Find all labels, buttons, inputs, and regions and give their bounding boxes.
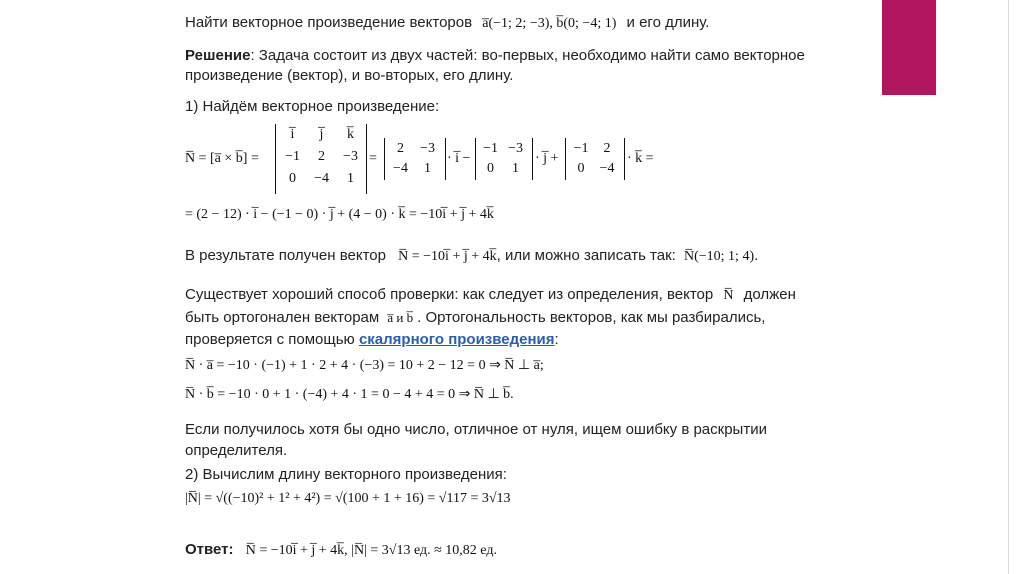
check-text-3b: : (554, 331, 559, 348)
matrix-cell: −4 (599, 161, 615, 176)
result-formula-2: N̅(−10; 1; 4) (684, 249, 755, 264)
matrix-cell: −3 (508, 141, 523, 156)
solution-line-1 (185, 46, 805, 66)
scalar-product-link[interactable]: скалярного произведения (358, 331, 555, 348)
check-text-1b: должен (743, 286, 796, 303)
matrix-cell: −1 (285, 149, 300, 164)
check-text-3a: проверяется с помощью (185, 331, 355, 348)
matrix-cell: −3 (343, 149, 358, 164)
warning-line-1: Если получилось хотя бы одно число, отличное от нуля, ищем ошибку в раскрытии (185, 421, 767, 438)
solution-line-2: произведение (вектор), и во-вторых, его длину. (185, 67, 514, 84)
check-vectors-ab: a̅ и b̅ (387, 310, 414, 325)
check-eq-2: N̅ · b̅ = −10 · 0 + 1 · (−4) + 4 · 1 = 0 − 4 + 4 = 0 ⇒ N̅ ⊥ b̅. (185, 387, 514, 402)
matrix-cell: 0 (487, 161, 494, 176)
matrix-cell: 0 (577, 161, 585, 176)
formula-term1: · i̅ − (447, 151, 471, 166)
check-text-1a: Существует хороший способ проверки: как следует из определения, вектор (185, 286, 714, 303)
check-text-2a: быть ортогонален векторам (185, 309, 380, 326)
warning-line-2: определителя. (185, 442, 288, 459)
matrix-cell: 1 (424, 161, 431, 176)
matrix-cell: j̅ (319, 127, 324, 142)
answer-colon: : (228, 541, 234, 558)
formula-term2: · j̅ + (535, 151, 559, 166)
step2-heading: 2) Вычислим длину векторного произведения: (185, 466, 507, 483)
result-text: В результате получен вектор (185, 247, 386, 264)
result-middle: , или можно записать так: (496, 247, 676, 264)
matrix-cell: −3 (420, 141, 435, 156)
matrix-cell: −1 (483, 141, 498, 156)
matrix-cell: k̅ (347, 127, 354, 142)
result-formula-1: N̅ = −10i̅ + j̅ + 4k̅ (398, 249, 497, 264)
check-line-3 (185, 330, 559, 350)
formula-term3: · k̅ = (627, 151, 654, 166)
check-text-2b: . Ортогональность векторов, как мы разбирались, (417, 309, 766, 326)
solution-label: Решение (185, 47, 251, 64)
slide-border (1008, 0, 1009, 574)
task-text: Найти векторное произведение векторов (185, 14, 473, 31)
answer-formula: N̅ = −10i̅ + j̅ + 4k̅, |N̅| = 3√13 ед. ≈ 10,82 ед. (245, 543, 497, 558)
accent-block (882, 0, 936, 95)
formula-lhs: N̅ = [a̅ × b̅] = (185, 151, 259, 166)
check-eq-1: N̅ · a̅ = −10 · (−1) + 1 · 2 + 4 · (−3) = 10 + 2 − 12 = 0 ⇒ N̅ ⊥ a̅; (185, 358, 544, 373)
matrix-cell: −4 (393, 161, 408, 176)
matrix-cell: 2 (397, 141, 404, 156)
step2-formula: |N̅| = √((−10)² + 1² + 4²) = √(100 + 1 + 16) = √117 = 3√13 (185, 491, 511, 506)
task-vectors: a̅(−1; 2; −3), b̅(0; −4; 1) (482, 16, 617, 31)
result-end: . (754, 247, 759, 264)
matrix-cell: −1 (573, 141, 589, 156)
check-line-1 (185, 285, 796, 305)
task-tail: и его длину. (626, 14, 710, 31)
matrix-cell: −4 (314, 171, 329, 186)
matrix-cell: 0 (289, 171, 296, 186)
task-statement (185, 13, 709, 33)
matrix-cell: i̅ (290, 127, 295, 142)
step1-heading: 1) Найдём векторное произведение: (185, 98, 440, 115)
check-line-2 (185, 308, 765, 328)
matrix-cell: 1 (512, 161, 519, 176)
matrix-cell: 2 (318, 149, 325, 164)
matrix-cell: 2 (603, 141, 611, 156)
answer-label: Ответ (185, 541, 229, 558)
matrix-cell: 1 (347, 171, 354, 186)
answer-line (185, 540, 497, 560)
check-vector-n: N̅ (723, 288, 734, 303)
result-line (185, 246, 758, 266)
solution-text-1: : Задача состоит из двух частей: во-первых, необходимо найти само векторное (250, 47, 805, 64)
formula-eq: = (369, 151, 377, 166)
formula-line2: = (2 − 12) · i̅ − (−1 − 0) · j̅ + (4 − 0) · k̅ = −10i̅ + j̅ + 4k̅ (185, 207, 494, 222)
